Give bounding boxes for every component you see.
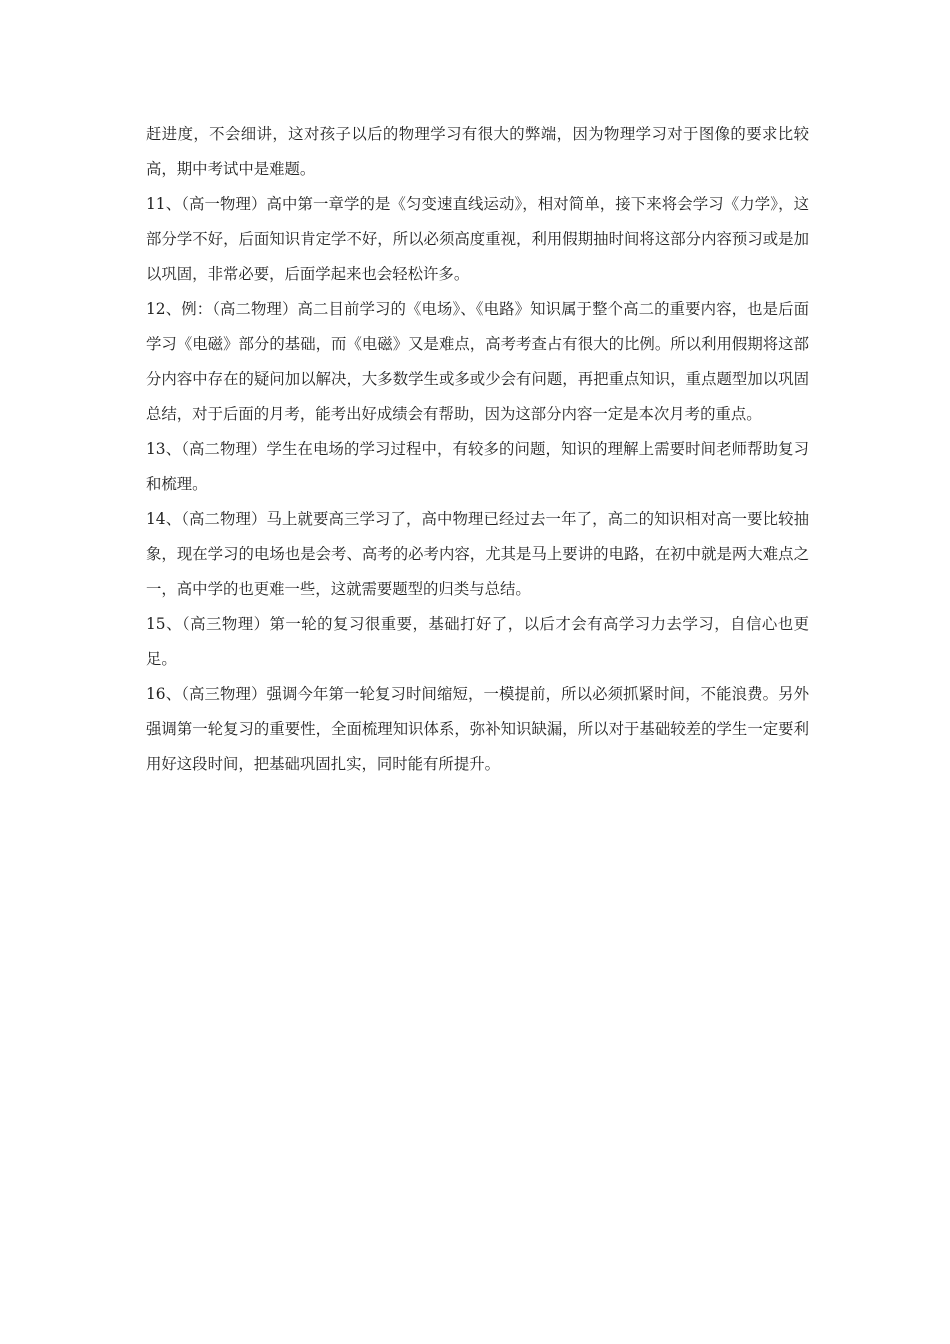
paragraph-item-15: 15、（高三物理）第一轮的复习很重要，基础打好了，以后才会有高学习力去学习，自信心也更足。 [146,615,809,668]
document-body [146,117,809,782]
paragraph-item-16: 16、（高三物理）强调今年第一轮复习时间缩短，一模提前，所以必须抓紧时间，不能浪费。另外强调第一轮复习的重要性，全面梳理知识体系，弥补知识缺漏，所以对于基础较差的学生一定要利用好这段时间，把基础巩固扎实，同时能有所提升。 [146,685,809,773]
paragraph-item-12: 12、例：（高二物理）高二目前学习的《电场》、《电路》知识属于整个高二的重要内容，也是后面学习《电磁》部分的基础，而《电磁》又是难点，高考考查占有很大的比例。所以利用假期将这部分内容中存在的疑问加以解决，大多数学生或多或少会有问题，再把重点知识，重点题型加以巩固总结，对于后面的月考，能考出好成绩会有帮助，因为这部分内容一定是本次月考的重点。 [146,300,809,423]
paragraph-continuation: 赶进度，不会细讲，这对孩子以后的物理学习有很大的弊端，因为物理学习对于图像的要求比较高，期中考试中是难题。 [146,125,809,178]
paragraph-item-14: 14、（高二物理）马上就要高三学习了，高中物理已经过去一年了，高二的知识相对高一要比较抽象，现在学习的电场也是会考、高考的必考内容，尤其是马上要讲的电路，在初中就是两大难点之一，高中学的也更难一些，这就需要题型的归类与总结。 [146,510,809,598]
paragraph-item-11: 11、（高一物理）高中第一章学的是《匀变速直线运动》，相对简单，接下来将会学习《力学》，这部分学不好，后面知识肯定学不好，所以必须高度重视，利用假期抽时间将这部分内容预习或是加以巩固，非常必要，后面学起来也会轻松许多。 [146,195,809,283]
paragraph-item-13: 13、（高二物理）学生在电场的学习过程中，有较多的问题，知识的理解上需要时间老师帮助复习和梳理。 [146,440,809,493]
